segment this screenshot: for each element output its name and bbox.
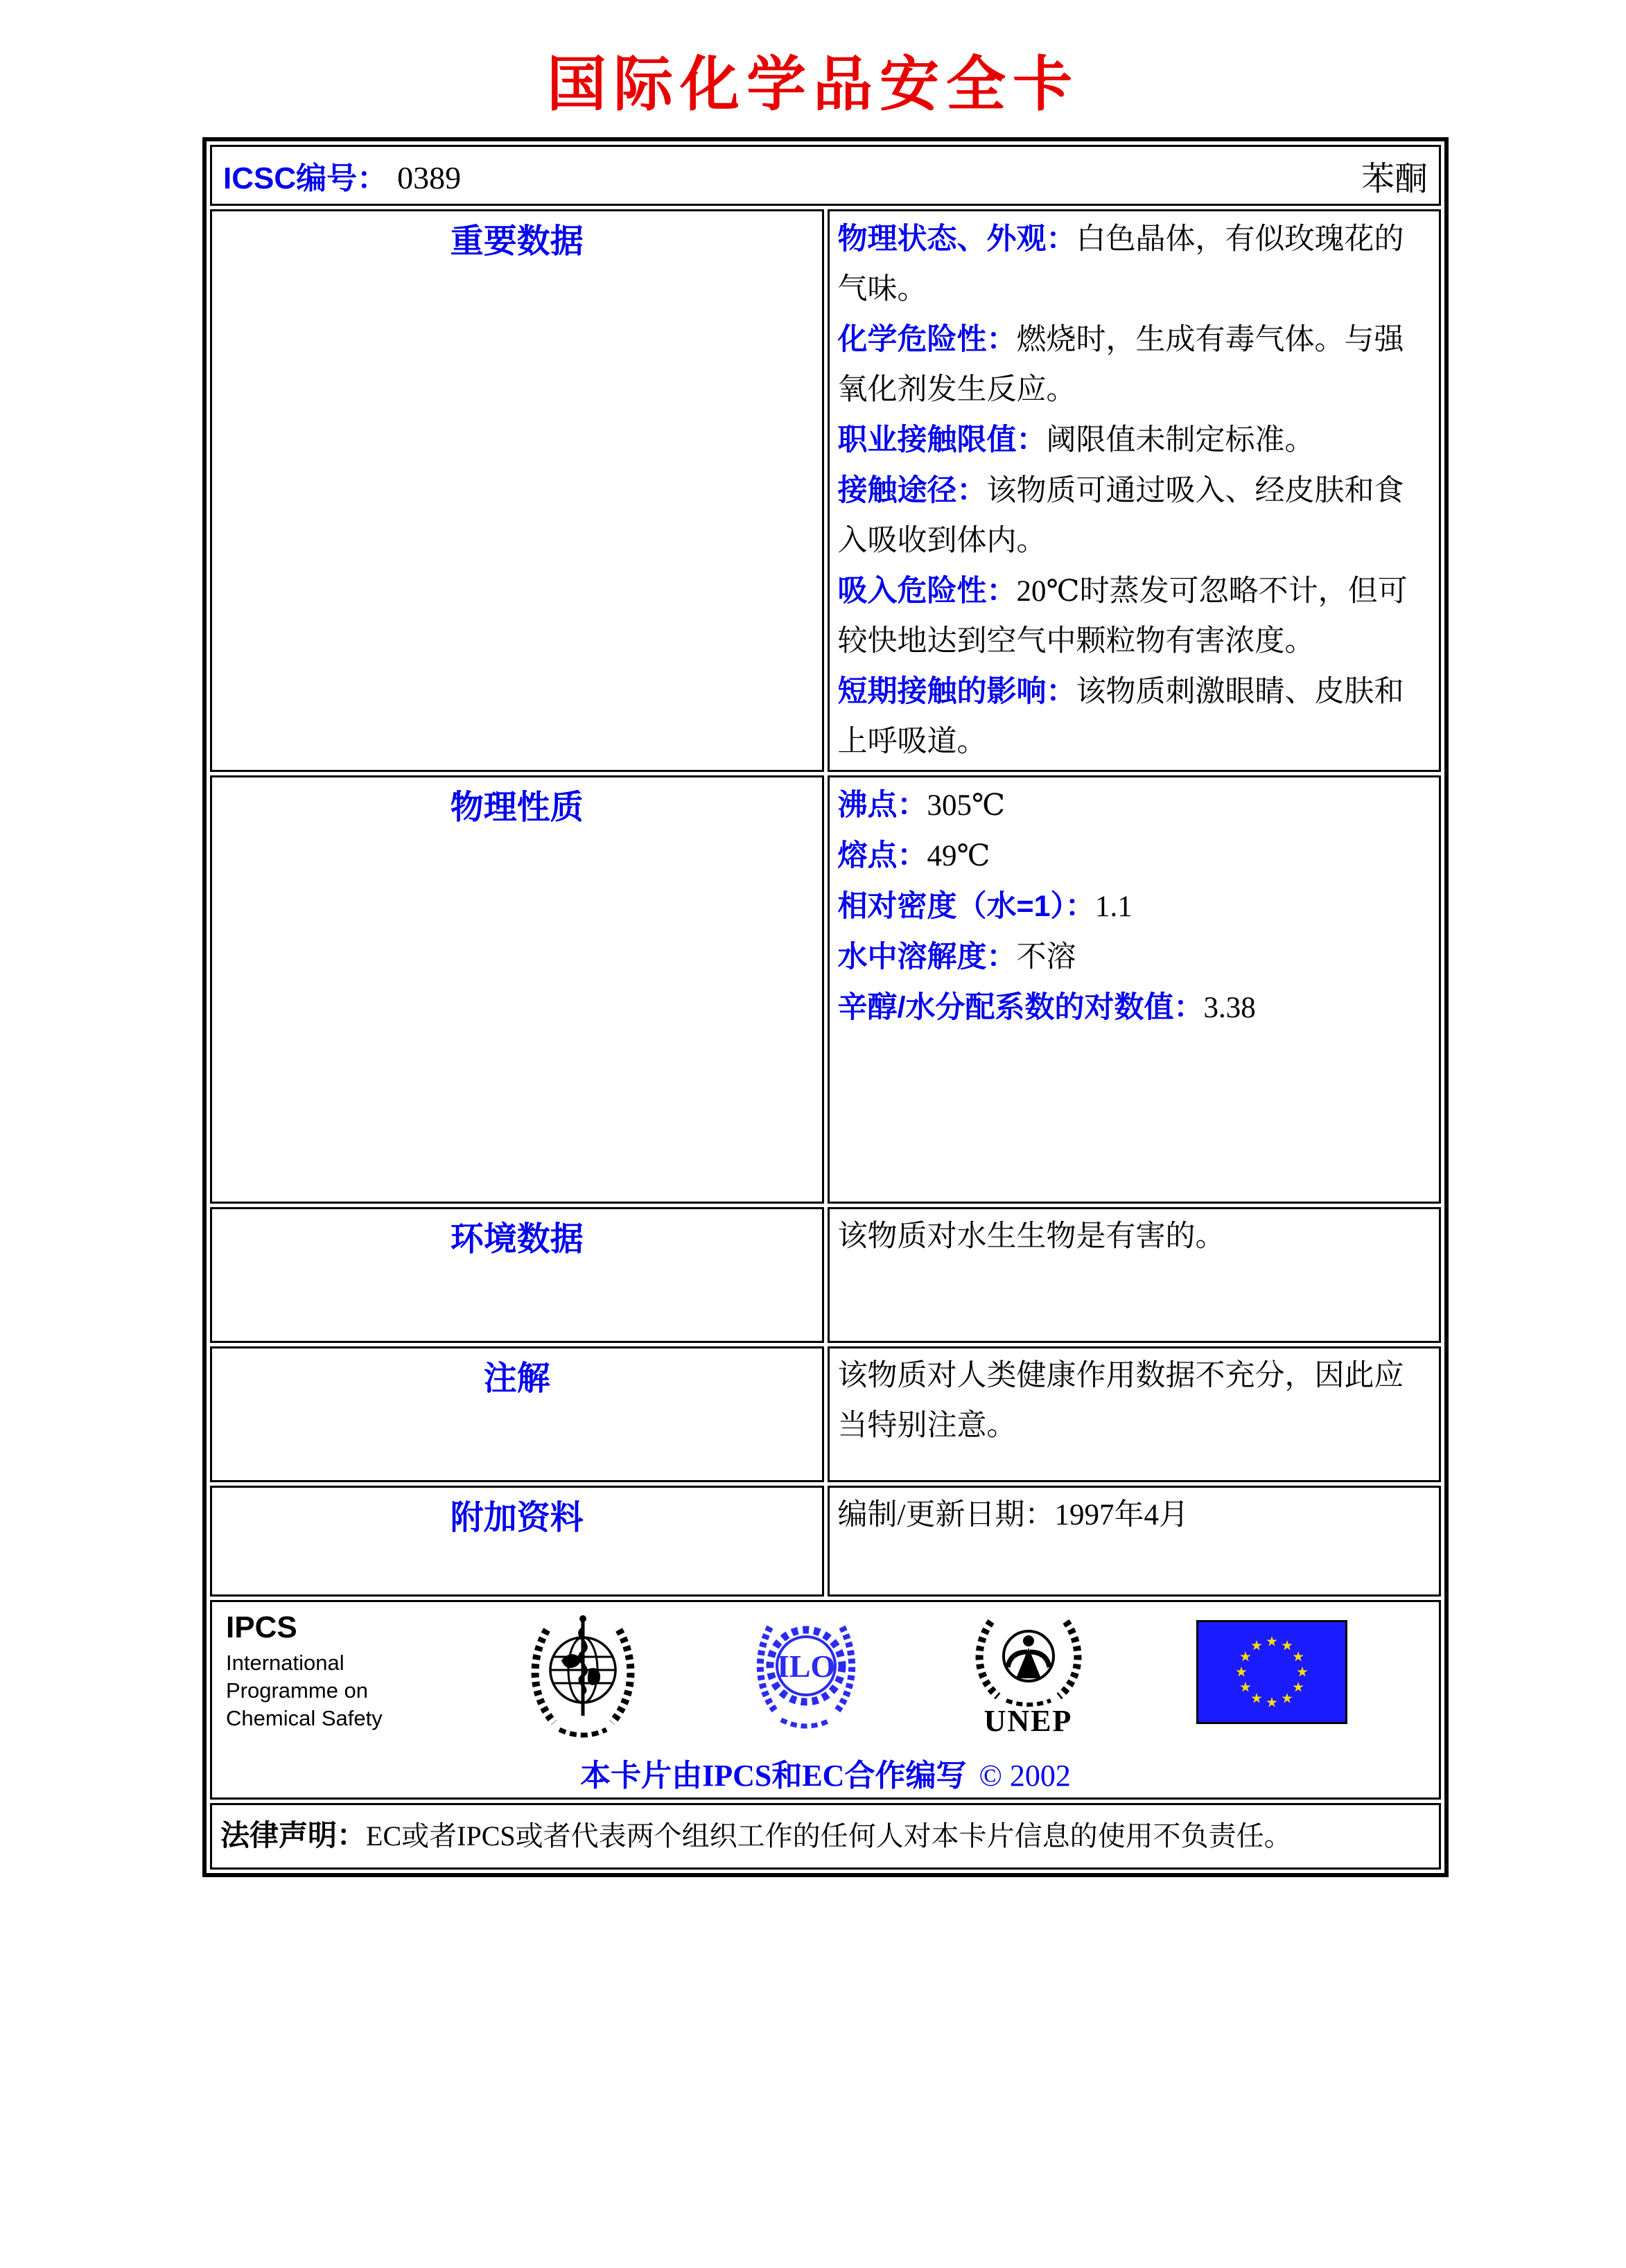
- field-label: 职业接触限值：: [837, 423, 1047, 457]
- section-label-environmental-data: 环境数据: [210, 1207, 824, 1343]
- legal-notice-row: [210, 1803, 1441, 1870]
- field-label: 辛醇/水分配系数的对数值：: [837, 991, 1204, 1024]
- icsc-number-value: 0389: [397, 160, 462, 195]
- ipcs-line: Programme on: [226, 1678, 369, 1703]
- logos-row: [210, 1600, 1441, 1800]
- field-label: 吸入危险性：: [837, 574, 1017, 608]
- field-value: 20℃时蒸发可忽略不计，但可较快地达到空气中颗粒物有害浓度。: [837, 575, 1408, 658]
- ipcs-title: IPCS: [226, 1610, 297, 1644]
- icsc-document-page: [0, 36, 1626, 2268]
- important-data-content: [828, 209, 1442, 772]
- field-value: 3.38: [1203, 992, 1256, 1024]
- important-data-row: [210, 209, 1441, 772]
- ilo-logo-icon: [752, 1610, 860, 1743]
- page-title: 国际化学品安全卡: [547, 51, 1079, 118]
- data-line: [838, 667, 1431, 767]
- who-logo-icon: [523, 1610, 642, 1743]
- card-header-row: [210, 145, 1441, 206]
- legal-notice-cell: [210, 1803, 1441, 1870]
- data-line: [838, 315, 1431, 415]
- field-value: 白色晶体，有似玫瑰花的气味。: [837, 223, 1404, 306]
- data-line: [838, 415, 1431, 466]
- unep-logo-text: UNEP: [984, 1704, 1073, 1738]
- unep-logo-block: [970, 1610, 1087, 1739]
- logos-cell: [210, 1600, 1441, 1800]
- data-line: [838, 214, 1431, 315]
- chemical-name: 苯酮: [1361, 160, 1428, 197]
- card-header: [220, 150, 1431, 201]
- field-label: 物理状态、外观：: [837, 222, 1076, 256]
- field-label: 沸点：: [837, 789, 927, 822]
- notes-row: [210, 1346, 1441, 1482]
- field-value: 该物质对水生生物是有害的。: [837, 1220, 1225, 1253]
- legal-notice: [220, 1808, 1431, 1857]
- data-line: [838, 780, 1431, 831]
- ilo-logo-text: ILO: [776, 1649, 836, 1684]
- field-value: 该物质对人类健康作用数据不充分，因此应当特别注意。: [837, 1360, 1404, 1442]
- additional-info-content: [828, 1486, 1442, 1597]
- environmental-data-content: [828, 1207, 1442, 1343]
- icsc-number-group: [223, 153, 461, 197]
- ipcs-line: Chemical Safety: [226, 1706, 383, 1730]
- eu-flag-icon: [1196, 1620, 1347, 1724]
- field-label: 接触途径：: [837, 474, 987, 507]
- ipcs-line: International: [226, 1651, 344, 1675]
- field-value: 燃烧时，生成有毒气体。与强氧化剂发生反应。: [837, 324, 1404, 406]
- organization-logos: [220, 1605, 1431, 1743]
- section-label-additional-info: 附加资料: [210, 1486, 824, 1597]
- field-label: 短期接触的影响：: [837, 675, 1076, 708]
- field-label: 相对密度（水=1）：: [837, 890, 1096, 923]
- data-line: [838, 983, 1431, 1033]
- data-line: [838, 932, 1431, 983]
- notes-content: [828, 1346, 1442, 1482]
- field-value: 编制/更新日期：1997年4月: [837, 1499, 1189, 1531]
- additional-info-row: [210, 1486, 1441, 1597]
- section-label-physical-properties: 物理性质: [210, 775, 824, 1204]
- field-value: 阈限值未制定标准。: [1046, 424, 1315, 457]
- field-value: 不溶: [1016, 941, 1076, 974]
- environmental-data-row: [210, 1207, 1441, 1343]
- field-value: 305℃: [927, 789, 1006, 822]
- legal-notice-label: 法律声明：: [220, 1819, 367, 1852]
- section-label-notes: 注解: [210, 1346, 824, 1482]
- field-value: 该物质刺激眼睛、皮肤和上呼吸道。: [837, 676, 1404, 758]
- cooperation-caption: [220, 1750, 1431, 1795]
- legal-notice-text: EC或者IPCS或者代表两个组织工作的任何人对本卡片信息的使用不负责任。: [366, 1820, 1292, 1852]
- physical-properties-content: [828, 775, 1442, 1204]
- data-line: [838, 831, 1431, 881]
- ipcs-text-block: [226, 1610, 413, 1732]
- field-value: 1.1: [1095, 890, 1133, 923]
- data-line: [838, 881, 1431, 932]
- caption-year: © 2002: [979, 1759, 1071, 1793]
- section-label-important-data: 重要数据: [210, 209, 824, 772]
- card-header-cell: [210, 145, 1441, 206]
- field-label: 水中溶解度：: [837, 940, 1017, 974]
- caption-text: 本卡片由IPCS和EC合作编写: [580, 1759, 967, 1793]
- data-line: [838, 566, 1431, 667]
- data-line: [838, 466, 1431, 566]
- unep-logo-icon: [970, 1610, 1087, 1707]
- icsc-number-label: ICSC编号：: [223, 161, 388, 195]
- field-value: 该物质可通过吸入、经皮肤和食入吸收到体内。: [837, 475, 1404, 557]
- field-value: 49℃: [927, 840, 990, 872]
- field-label: 化学危险性：: [837, 323, 1017, 356]
- field-label: 熔点：: [837, 839, 927, 872]
- icsc-card-table: [202, 137, 1449, 1877]
- physical-properties-row: [210, 775, 1441, 1204]
